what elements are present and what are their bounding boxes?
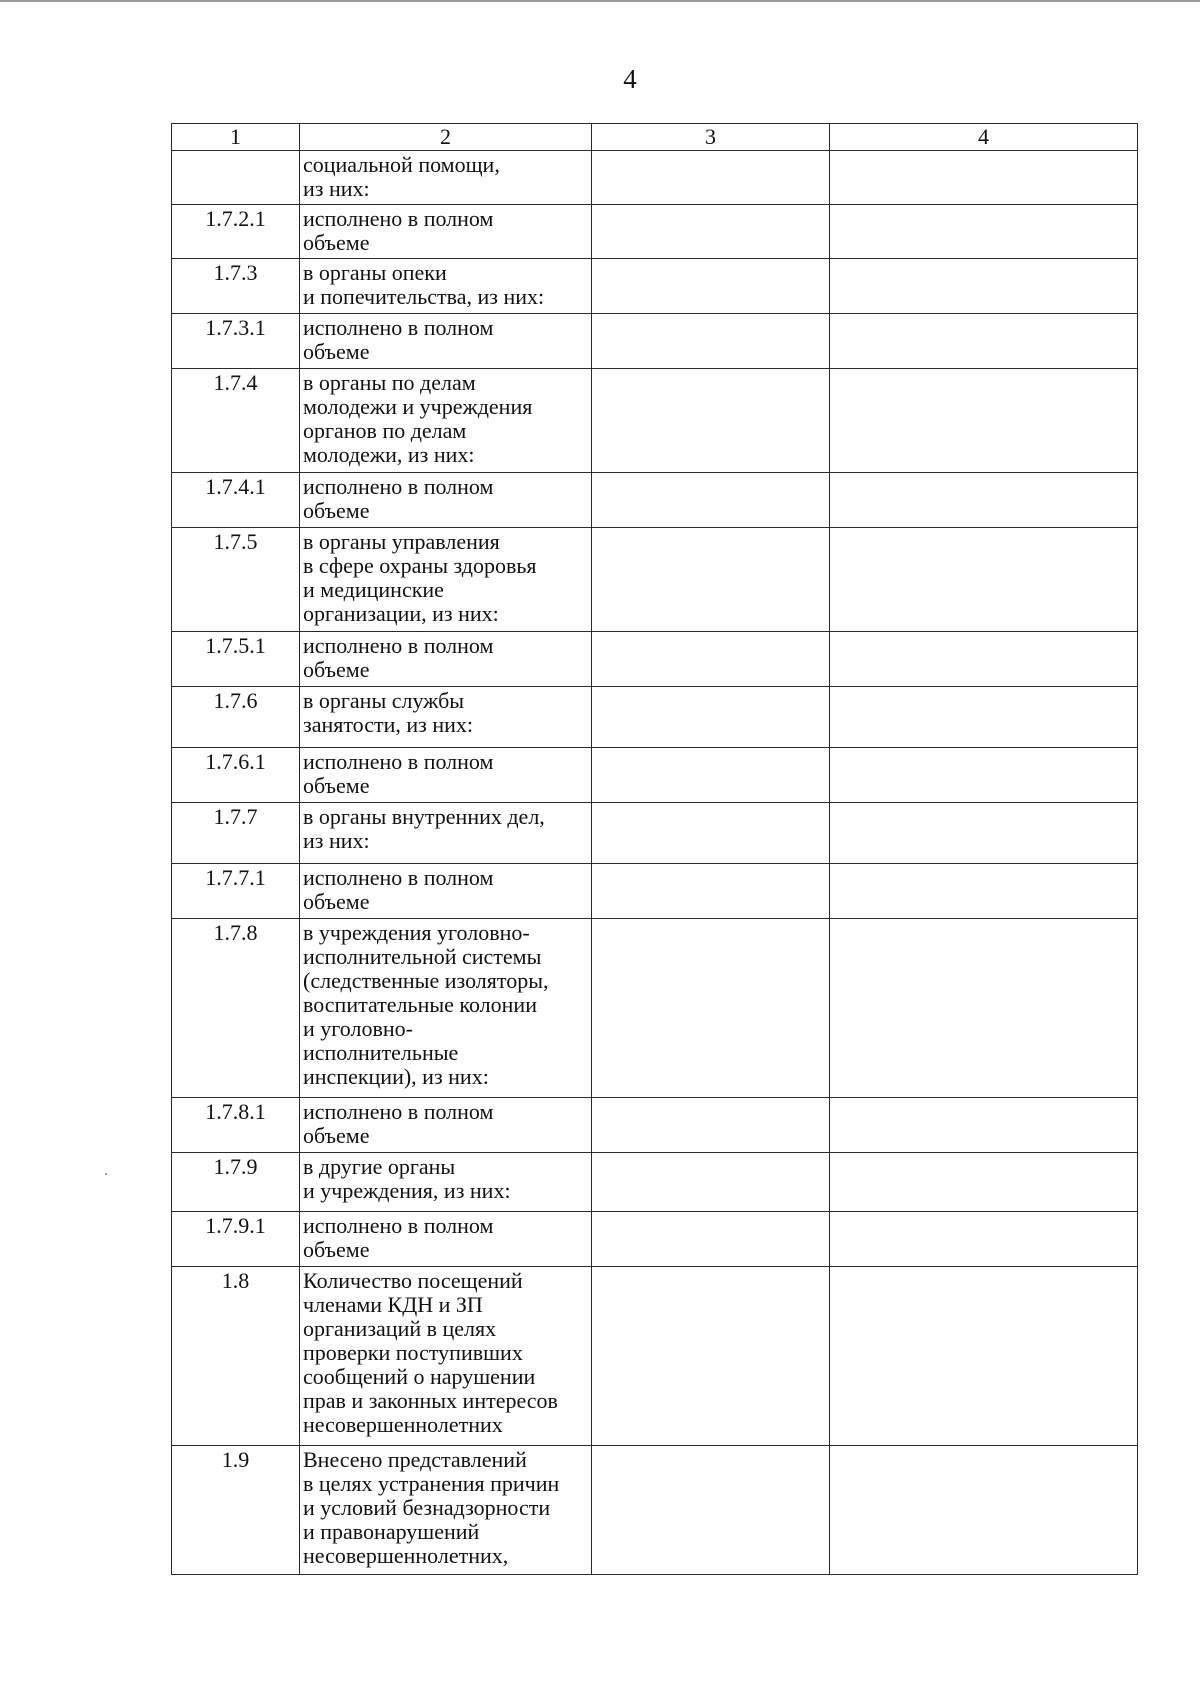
row-value-cell-4	[830, 803, 1138, 864]
row-description-cell: в учреждения уголовно- исполнительной системы (следственные изоляторы, воспитательные колонии и уголовно- исполнительные инспекции), из них:	[300, 919, 592, 1098]
row-description-cell: Внесено представлений в целях устранения причин и условий безнадзорности и правонарушений несовершеннолетних,	[300, 1446, 592, 1575]
row-number-cell: 1.7.5.1	[172, 632, 300, 687]
row-description-cell: социальной помощи, из них:	[300, 151, 592, 205]
row-value-cell-3	[592, 803, 830, 864]
table-row	[172, 151, 1138, 205]
row-number-cell: 1.7.4	[172, 369, 300, 473]
row-value-cell-3	[592, 1153, 830, 1212]
row-number-cell: 1.7.9.1	[172, 1212, 300, 1267]
row-value-cell-4	[830, 1153, 1138, 1212]
row-value-cell-3	[592, 919, 830, 1098]
row-number-cell: 1.7.8.1	[172, 1098, 300, 1153]
row-description-cell: исполнено в полном объеме	[300, 1212, 592, 1267]
row-number-cell: 1.8	[172, 1267, 300, 1446]
row-value-cell-4	[830, 205, 1138, 259]
page-number: 4	[623, 64, 637, 94]
row-number-cell	[172, 151, 300, 205]
row-number-cell: 1.7.4.1	[172, 473, 300, 528]
header-cell-2: 2	[300, 124, 592, 151]
row-description-cell: в органы опеки и попечительства, из них:	[300, 259, 592, 314]
row-value-cell-3	[592, 1267, 830, 1446]
row-number-cell: 1.7.6	[172, 687, 300, 748]
table-header-row	[172, 124, 1138, 151]
row-description-cell: исполнено в полном объеме	[300, 473, 592, 528]
row-description-cell: исполнено в полном объеме	[300, 205, 592, 259]
row-number-cell: 1.7.7.1	[172, 864, 300, 919]
row-value-cell-4	[830, 314, 1138, 369]
table-row	[172, 1098, 1138, 1153]
row-description-cell: исполнено в полном объеме	[300, 748, 592, 803]
table-row	[172, 1153, 1138, 1212]
scan-speck	[105, 1173, 107, 1175]
row-value-cell-4	[830, 1446, 1138, 1575]
row-number-cell: 1.7.2.1	[172, 205, 300, 259]
table-row	[172, 919, 1138, 1098]
row-number-cell: 1.7.3.1	[172, 314, 300, 369]
row-description-cell: исполнено в полном объеме	[300, 1098, 592, 1153]
row-value-cell-4	[830, 1267, 1138, 1446]
header-cell-4: 4	[830, 124, 1138, 151]
row-value-cell-4	[830, 528, 1138, 632]
table-row	[172, 632, 1138, 687]
table-row	[172, 1267, 1138, 1446]
row-value-cell-4	[830, 919, 1138, 1098]
row-value-cell-3	[592, 314, 830, 369]
table-row	[172, 314, 1138, 369]
table-row	[172, 687, 1138, 748]
row-value-cell-4	[830, 473, 1138, 528]
row-number-cell: 1.7.6.1	[172, 748, 300, 803]
row-description-cell: в другие органы и учреждения, из них:	[300, 1153, 592, 1212]
row-value-cell-3	[592, 151, 830, 205]
row-value-cell-3	[592, 1098, 830, 1153]
row-description-cell: в органы по делам молодежи и учреждения органов по делам молодежи, из них:	[300, 369, 592, 473]
row-number-cell: 1.9	[172, 1446, 300, 1575]
table-row	[172, 1446, 1138, 1575]
row-description-cell: исполнено в полном объеме	[300, 864, 592, 919]
table-row	[172, 259, 1138, 314]
table-row	[172, 205, 1138, 259]
row-description-cell: в органы службы занятости, из них:	[300, 687, 592, 748]
row-value-cell-3	[592, 369, 830, 473]
row-value-cell-3	[592, 205, 830, 259]
row-value-cell-4	[830, 259, 1138, 314]
row-description-cell: в органы управления в сфере охраны здоровья и медицинские организации, из них:	[300, 528, 592, 632]
row-value-cell-3	[592, 748, 830, 803]
row-value-cell-3	[592, 1446, 830, 1575]
row-value-cell-3	[592, 1212, 830, 1267]
row-number-cell: 1.7.7	[172, 803, 300, 864]
row-value-cell-4	[830, 151, 1138, 205]
table-row	[172, 864, 1138, 919]
table-body	[172, 151, 1138, 1575]
page-top-edge	[0, 0, 1200, 2]
row-value-cell-4	[830, 632, 1138, 687]
row-value-cell-4	[830, 369, 1138, 473]
header-cell-3: 3	[592, 124, 830, 151]
row-value-cell-4	[830, 687, 1138, 748]
report-table	[171, 123, 1138, 1575]
row-number-cell: 1.7.5	[172, 528, 300, 632]
row-description-cell: в органы внутренних дел, из них:	[300, 803, 592, 864]
row-value-cell-3	[592, 864, 830, 919]
row-number-cell: 1.7.3	[172, 259, 300, 314]
table-row	[172, 528, 1138, 632]
row-description-cell: Количество посещений членами КДН и ЗП организаций в целях проверки поступивших сообщений о нарушении прав и законных интересов несовершеннолетних	[300, 1267, 592, 1446]
row-number-cell: 1.7.8	[172, 919, 300, 1098]
row-value-cell-4	[830, 748, 1138, 803]
row-value-cell-4	[830, 1212, 1138, 1267]
table-row	[172, 473, 1138, 528]
row-value-cell-3	[592, 687, 830, 748]
header-cell-1: 1	[172, 124, 300, 151]
row-description-cell: исполнено в полном объеме	[300, 632, 592, 687]
table-row	[172, 369, 1138, 473]
row-description-cell: исполнено в полном объеме	[300, 314, 592, 369]
row-value-cell-4	[830, 1098, 1138, 1153]
row-value-cell-3	[592, 473, 830, 528]
row-value-cell-4	[830, 864, 1138, 919]
table-row	[172, 1212, 1138, 1267]
table-row	[172, 803, 1138, 864]
table-row	[172, 748, 1138, 803]
row-value-cell-3	[592, 259, 830, 314]
row-number-cell: 1.7.9	[172, 1153, 300, 1212]
row-value-cell-3	[592, 632, 830, 687]
row-value-cell-3	[592, 528, 830, 632]
